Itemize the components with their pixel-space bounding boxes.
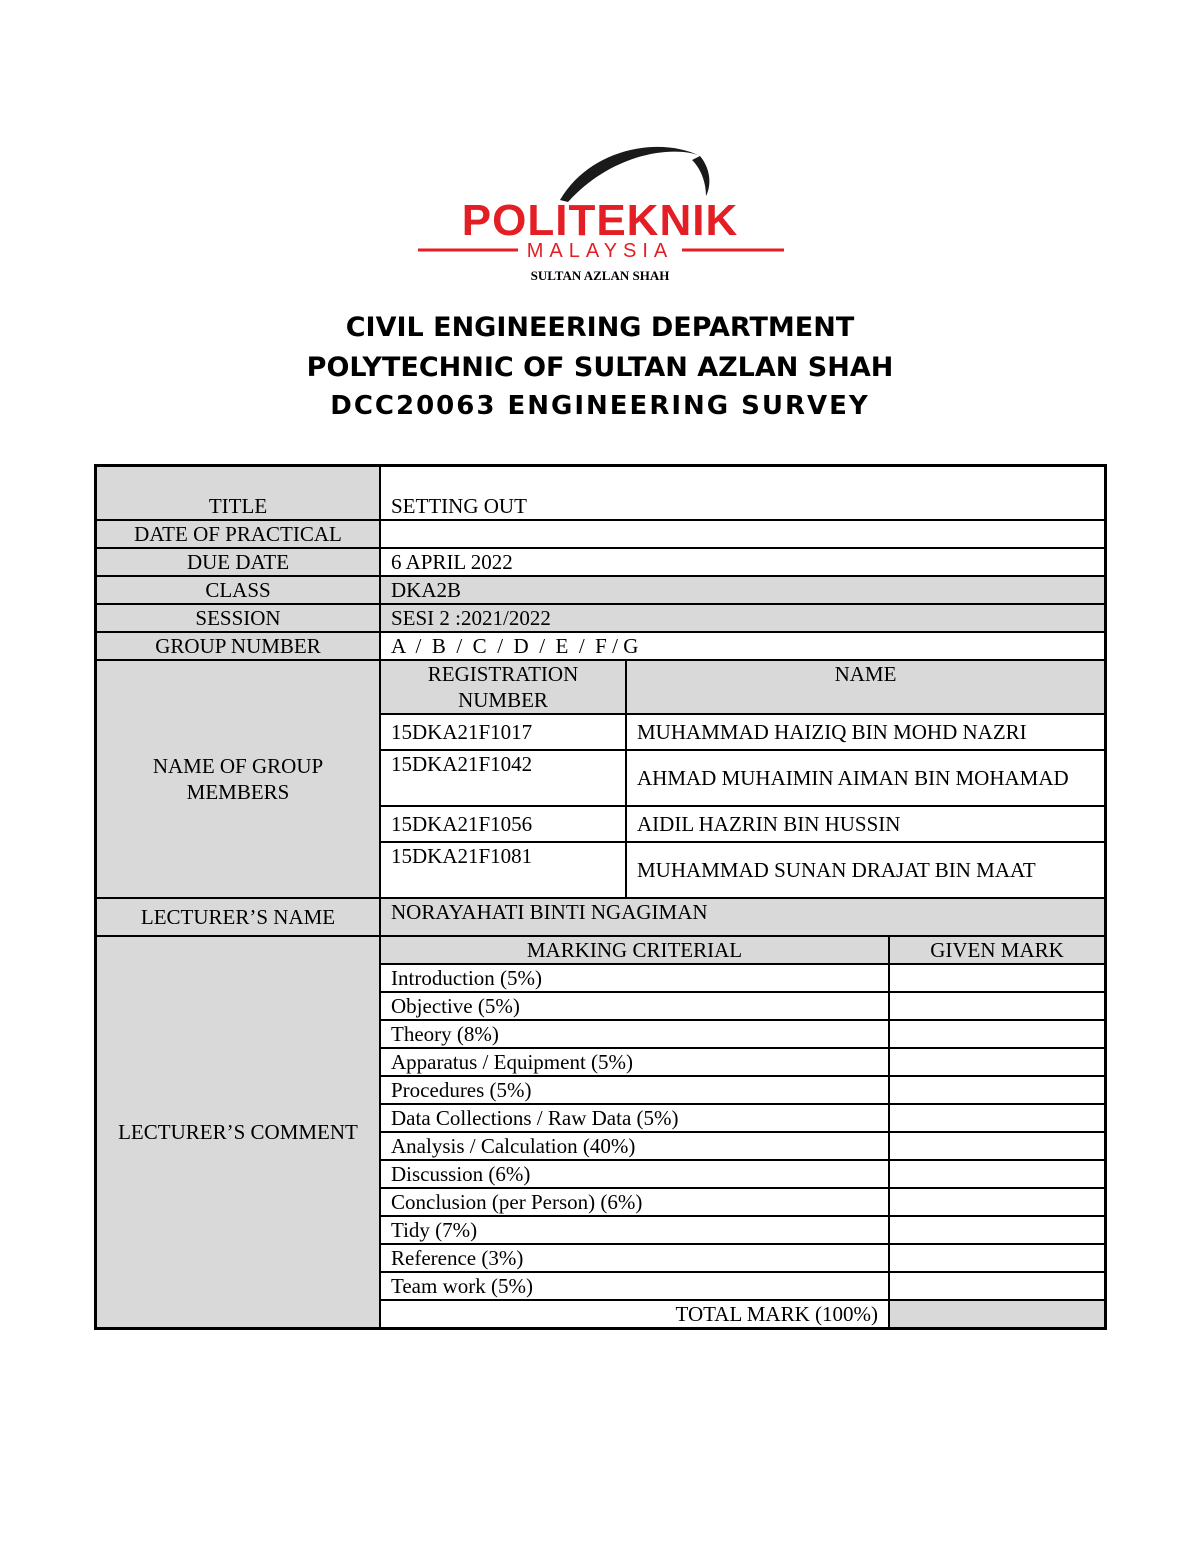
due-value: 6 APRIL 2022 <box>380 548 1106 576</box>
due-row <box>96 548 1106 576</box>
member-row <box>381 750 1104 806</box>
criteria-row <box>381 1216 1104 1244</box>
course-heading: DCC20063 ENGINEERING SURVEY <box>330 391 870 421</box>
member-name: MUHAMMAD SUNAN DRAJAT BIN MAAT <box>626 842 1104 897</box>
criteria-row <box>381 1020 1104 1048</box>
criteria-mark[interactable] <box>889 1132 1104 1160</box>
member-row <box>381 714 1104 750</box>
criteria-mark[interactable] <box>889 1048 1104 1076</box>
criteria-mark[interactable] <box>889 1272 1104 1300</box>
members-cell <box>380 660 1106 898</box>
members-header-row <box>381 661 1104 714</box>
member-reg: 15DKA21F1081 <box>381 842 626 897</box>
criteria-label: Reference (3%) <box>381 1244 889 1272</box>
criteria-label: Objective (5%) <box>381 992 889 1020</box>
due-label: DUE DATE <box>96 548 381 576</box>
criteria-row <box>381 1048 1104 1076</box>
criteria-label: Team work (5%) <box>381 1272 889 1300</box>
marking-table <box>381 937 1104 1327</box>
member-name: AIDIL HAZRIN BIN HUSSIN <box>626 806 1104 842</box>
members-label: NAME OF GROUP MEMBERS <box>96 660 381 898</box>
criteria-label: Discussion (6%) <box>381 1160 889 1188</box>
criteria-mark[interactable] <box>889 1244 1104 1272</box>
marking-cell <box>380 936 1106 1329</box>
session-label: SESSION <box>96 604 381 632</box>
criteria-mark[interactable] <box>889 1188 1104 1216</box>
logo-arc-tail <box>692 156 709 196</box>
criteria-row <box>381 992 1104 1020</box>
total-mark[interactable] <box>889 1300 1104 1327</box>
member-reg: 15DKA21F1056 <box>381 806 626 842</box>
date-value[interactable] <box>380 520 1106 548</box>
logo-campus: SULTAN AZLAN SHAH <box>530 268 670 283</box>
date-label: DATE OF PRACTICAL <box>96 520 381 548</box>
group-value: A / B / C / D / E / F / G <box>380 632 1106 660</box>
members-table <box>381 661 1104 897</box>
member-row <box>381 806 1104 842</box>
criteria-row <box>381 1188 1104 1216</box>
criteria-label: Introduction (5%) <box>381 964 889 992</box>
criteria-row <box>381 1104 1104 1132</box>
member-row <box>381 842 1104 897</box>
title-row <box>96 466 1106 521</box>
criteria-mark[interactable] <box>889 1216 1104 1244</box>
lecturer-row <box>96 898 1106 936</box>
criteria-mark[interactable] <box>889 992 1104 1020</box>
criteria-label: Conclusion (per Person) (6%) <box>381 1188 889 1216</box>
title-value: SETTING OUT <box>380 466 1106 521</box>
member-name: AHMAD MUHAIMIN AIMAN BIN MOHAMAD <box>626 750 1104 806</box>
member-reg: 15DKA21F1017 <box>381 714 626 750</box>
criteria-label: Data Collections / Raw Data (5%) <box>381 1104 889 1132</box>
group-label: GROUP NUMBER <box>96 632 381 660</box>
reg-number-header: REGISTRATION NUMBER <box>381 661 626 714</box>
lecturer-label: LECTURER’S NAME <box>96 898 381 936</box>
title-label: TITLE <box>96 466 381 521</box>
criteria-row <box>381 1244 1104 1272</box>
marking-header-row <box>381 937 1104 964</box>
session-value: SESI 2 :2021/2022 <box>380 604 1106 632</box>
institution-heading: POLYTECHNIC OF SULTAN AZLAN SHAH <box>306 352 894 383</box>
criteria-row <box>381 1132 1104 1160</box>
comment-label: LECTURER’S COMMENT <box>96 936 381 1329</box>
politeknik-logo <box>400 138 800 288</box>
session-row <box>96 604 1106 632</box>
criteria-mark[interactable] <box>889 1076 1104 1104</box>
group-row <box>96 632 1106 660</box>
members-row <box>96 660 1106 898</box>
criteria-mark[interactable] <box>889 964 1104 992</box>
date-row <box>96 520 1106 548</box>
criteria-row <box>381 1160 1104 1188</box>
lecturer-value: NORAYAHATI BINTI NGAGIMAN <box>380 898 1106 936</box>
class-label: CLASS <box>96 576 381 604</box>
criteria-mark[interactable] <box>889 1160 1104 1188</box>
member-reg: 15DKA21F1042 <box>381 750 626 806</box>
logo-country: MALAYSIA <box>526 240 674 262</box>
member-name: MUHAMMAD HAIZIQ BIN MOHD NAZRI <box>626 714 1104 750</box>
cover-form-table <box>94 464 1107 1330</box>
criteria-mark[interactable] <box>889 1020 1104 1048</box>
criteria-label: Procedures (5%) <box>381 1076 889 1104</box>
given-mark-header: GIVEN MARK <box>889 937 1104 964</box>
total-label: TOTAL MARK (100%) <box>381 1300 889 1327</box>
criteria-mark[interactable] <box>889 1104 1104 1132</box>
criteria-header: MARKING CRITERIAL <box>381 937 889 964</box>
department-heading: CIVIL ENGINEERING DEPARTMENT <box>345 312 855 343</box>
criteria-label: Analysis / Calculation (40%) <box>381 1132 889 1160</box>
criteria-row <box>381 1272 1104 1300</box>
logo-wordmark: POLITEKNIK <box>461 196 739 245</box>
criteria-row <box>381 1076 1104 1104</box>
comment-row <box>96 936 1106 1329</box>
class-value: DKA2B <box>380 576 1106 604</box>
criteria-label: Tidy (7%) <box>381 1216 889 1244</box>
class-row <box>96 576 1106 604</box>
criteria-label: Theory (8%) <box>381 1020 889 1048</box>
criteria-label: Apparatus / Equipment (5%) <box>381 1048 889 1076</box>
criteria-row <box>381 964 1104 992</box>
member-name-header: NAME <box>626 661 1104 714</box>
logo-arc <box>560 147 700 202</box>
total-row <box>381 1300 1104 1327</box>
